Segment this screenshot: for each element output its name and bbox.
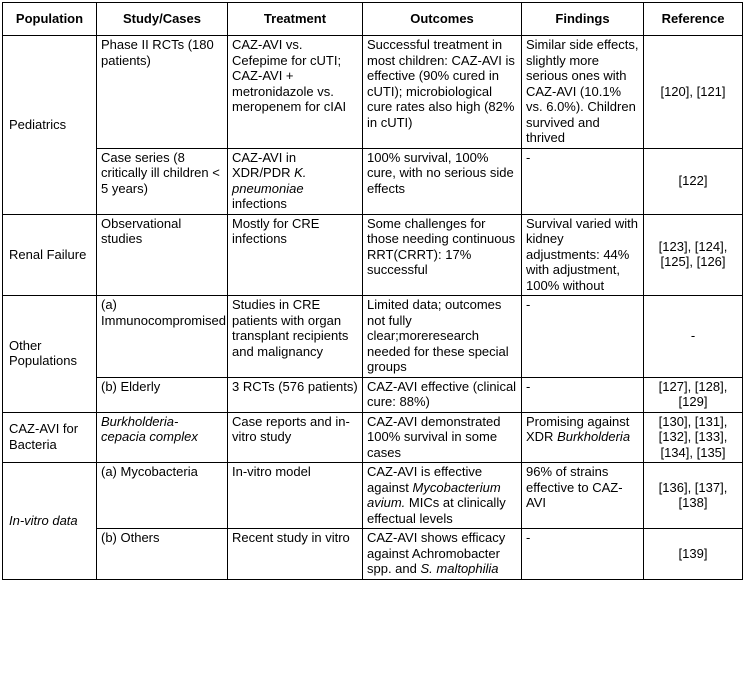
reference-cell: [136], [137], [138]: [644, 463, 743, 529]
outcomes-cell: 100% survival, 100% cure, with no serious side effects: [363, 148, 522, 214]
treatment-cell: Studies in CRE patients with organ transplant recipients and malignancy: [228, 296, 363, 378]
outcomes-cell: CAZ-AVI effective (clinical cure: 88%): [363, 377, 522, 412]
table-row: [3, 36, 743, 149]
header-findings: Findings: [522, 3, 644, 36]
treatment-text: CAZ-AVI in XDR/PDR: [232, 149, 297, 180]
reference-cell: [123], [124], [125], [126]: [644, 214, 743, 296]
outcomes-text: MICs at clinically effectual levels: [367, 495, 506, 526]
table-row: [3, 412, 743, 463]
treatment-cell: [228, 148, 363, 214]
organism-name: Mycobacterium avium.: [367, 479, 501, 510]
outcomes-text: CAZ-AVI is effective against: [367, 464, 483, 495]
table-container: [2, 2, 743, 580]
treatment-outcomes-table: [2, 2, 743, 580]
reference-cell: [127], [128], [129]: [644, 377, 743, 412]
header-study: Study/Cases: [97, 3, 228, 36]
population-cell: In-vitro data: [3, 463, 97, 580]
treatment-cell: In-vitro model: [228, 463, 363, 529]
findings-cell: -: [522, 377, 644, 412]
table-row: [3, 529, 743, 580]
study-cell: (a) Mycobacteria: [97, 463, 228, 529]
findings-cell: Similar side effects, slightly more serious ones with CAZ-AVI (10.1% vs. 6.0%). Children survived and thrived: [522, 36, 644, 149]
outcomes-cell: Successful treatment in most children: CAZ-AVI is effective (90% cured in cUTI); microbiological cure rates also high (82% in cUTI): [363, 36, 522, 149]
reference-cell: [130], [131], [132], [133], [134], [135]: [644, 412, 743, 463]
study-cell: (a) Immunocompromised: [97, 296, 228, 378]
population-cell: Other Populations: [3, 296, 97, 413]
table-row: [3, 463, 743, 529]
organism-name: K. pneumoniae: [232, 165, 307, 196]
outcomes-cell: [363, 529, 522, 580]
study-cell: Phase II RCTs (180 patients): [97, 36, 228, 149]
study-cell: (b) Elderly: [97, 377, 228, 412]
organism-name: S. maltophilia: [420, 561, 499, 576]
study-cell: Observational studies: [97, 214, 228, 296]
header-treatment: Treatment: [228, 3, 363, 36]
outcomes-text: CAZ-AVI shows efficacy against Achromobacter spp. and: [367, 530, 506, 576]
study-cell: (b) Others: [97, 529, 228, 580]
header-outcomes: Outcomes: [363, 3, 522, 36]
treatment-cell: CAZ-AVI vs. Cefepime for cUTI; CAZ-AVI + metronidazole vs. meropenem for cIAI: [228, 36, 363, 149]
findings-text: Promising against XDR: [526, 413, 630, 444]
table-row: [3, 377, 743, 412]
treatment-text: infections: [232, 196, 287, 211]
findings-cell: -: [522, 529, 644, 580]
organism-name: Burkholderia: [557, 429, 631, 444]
outcomes-cell: Some challenges for those needing continuous RRT(CRRT): 17% successful: [363, 214, 522, 296]
reference-cell: [122]: [644, 148, 743, 214]
header-row: [3, 3, 743, 36]
reference-cell: [120], [121]: [644, 36, 743, 149]
treatment-cell: Recent study in vitro: [228, 529, 363, 580]
header-population: Population: [3, 3, 97, 36]
outcomes-cell: CAZ-AVI demonstrated 100% survival in some cases: [363, 412, 522, 463]
treatment-cell: Case reports and in-vitro study: [228, 412, 363, 463]
population-cell: Pediatrics: [3, 36, 97, 215]
header-reference: Reference: [644, 3, 743, 36]
study-cell: Burkholderia-cepacia complex: [97, 412, 228, 463]
outcomes-cell: [363, 463, 522, 529]
findings-cell: Survival varied with kidney adjustments: 44% with adjustment, 100% without: [522, 214, 644, 296]
reference-cell: -: [644, 296, 743, 378]
table-row: [3, 148, 743, 214]
findings-cell: -: [522, 148, 644, 214]
population-cell: Renal Failure: [3, 214, 97, 296]
findings-cell: 96% of strains effective to CAZ-AVI: [522, 463, 644, 529]
findings-cell: [522, 412, 644, 463]
reference-cell: [139]: [644, 529, 743, 580]
treatment-cell: Mostly for CRE infections: [228, 214, 363, 296]
study-cell: Case series (8 critically ill children < 5 years): [97, 148, 228, 214]
table-row: [3, 296, 743, 378]
table-row: [3, 214, 743, 296]
treatment-cell: 3 RCTs (576 patients): [228, 377, 363, 412]
findings-cell: -: [522, 296, 644, 378]
population-cell: CAZ-AVI for Bacteria: [3, 412, 97, 463]
outcomes-cell: Limited data; outcomes not fully clear;moreresearch needed for these special groups: [363, 296, 522, 378]
